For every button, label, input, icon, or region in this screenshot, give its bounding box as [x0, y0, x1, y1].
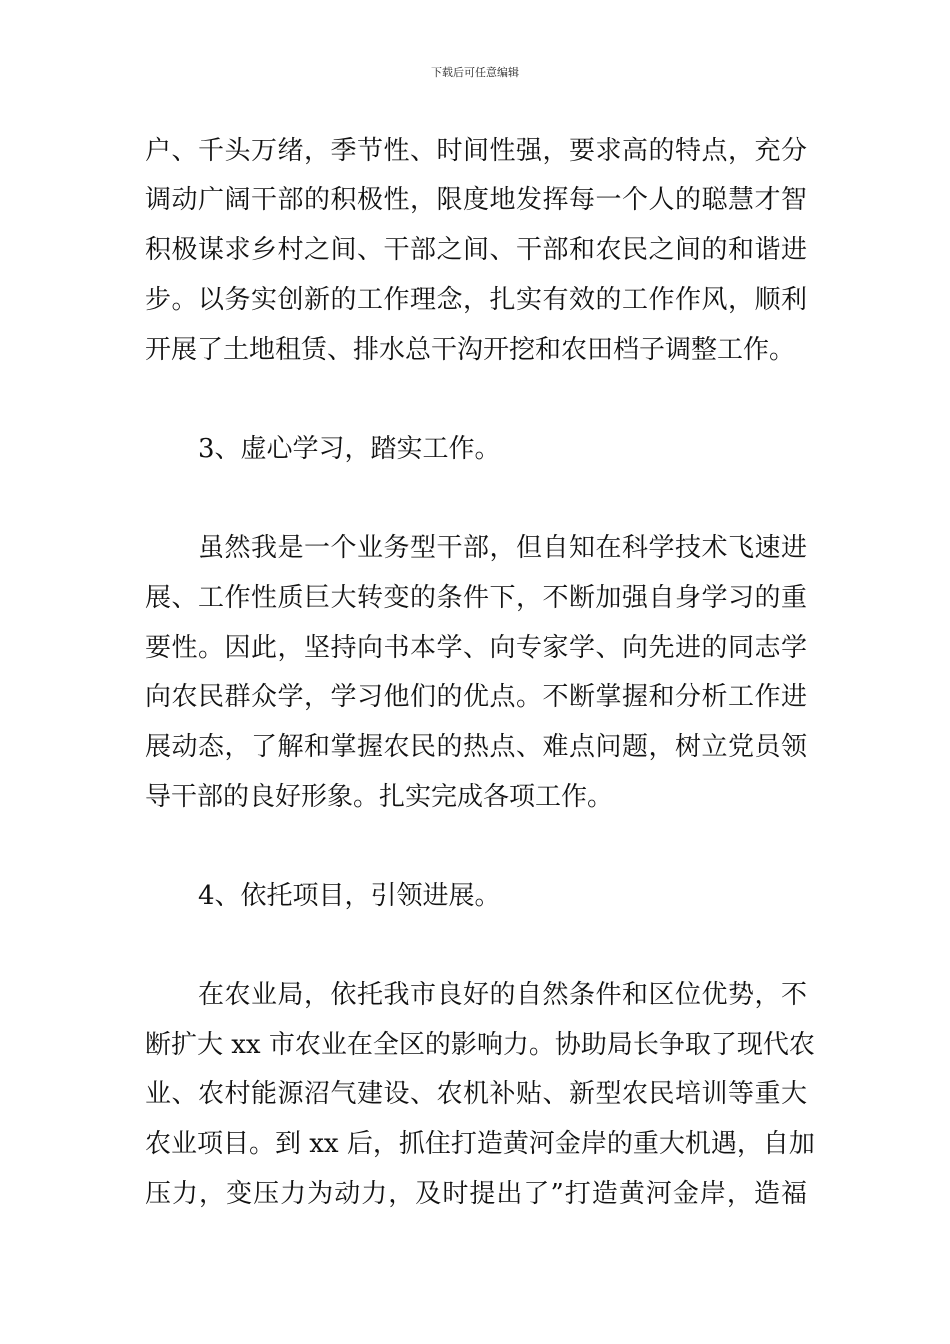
paragraph-2-line-3: 要性。因此，坚持向书本学、向专家学、向先进的同志学 [145, 633, 807, 663]
paragraph-2-line-6: 导干部的良好形象。扎实完成各项工作。 [145, 782, 614, 812]
page-header: 下载后可任意编辑 [431, 66, 519, 79]
section-heading-3: 3、虚心学习，踏实工作。 [198, 434, 501, 464]
paragraph-3-line-1: 在农业局，依托我市良好的自然条件和区位优势，不 [198, 980, 807, 1010]
paragraph-1-line-1: 户、千头万绪，季节性、时间性强，要求高的特点，充分 [145, 136, 807, 166]
paragraph-3-line-3: 业、农村能源沼气建设、农机补贴、新型农民培训等重大 [145, 1079, 807, 1109]
paragraph-1-line-2: 调动广阔干部的积极性，限度地发挥每一个人的聪慧才智 [145, 185, 807, 215]
paragraph-2-line-1: 虽然我是一个业务型干部，但自知在科学技术飞速进 [198, 533, 807, 563]
paragraph-1-line-5: 开展了土地租赁、排水总干沟开挖和农田档子调整工作。 [145, 335, 796, 365]
paragraph-3-line-4: 农业项目。到 xx 后，抓住打造黄河金岸的重大机遇，自加 [145, 1129, 815, 1159]
paragraph-3-line-2: 断扩大 xx 市农业在全区的影响力。协助局长争取了现代农 [145, 1030, 815, 1060]
paragraph-2-line-4: 向农民群众学，学习他们的优点。不断掌握和分析工作进 [145, 682, 807, 712]
paragraph-2-line-5: 展动态，了解和掌握农民的热点、难点问题，树立党员领 [145, 732, 807, 762]
section-heading-4: 4、依托项目，引领进展。 [198, 881, 501, 911]
paragraph-3-line-5: 压力，变压力为动力，及时提出了”打造黄河金岸，造福 [145, 1179, 807, 1209]
paragraph-2-line-2: 展、工作性质巨大转变的条件下，不断加强自身学习的重 [145, 583, 807, 613]
paragraph-1-line-4: 步。以务实创新的工作理念，扎实有效的工作作风，顺利 [145, 285, 807, 315]
paragraph-1-line-3: 积极谋求乡村之间、干部之间、干部和农民之间的和谐进 [145, 235, 807, 265]
